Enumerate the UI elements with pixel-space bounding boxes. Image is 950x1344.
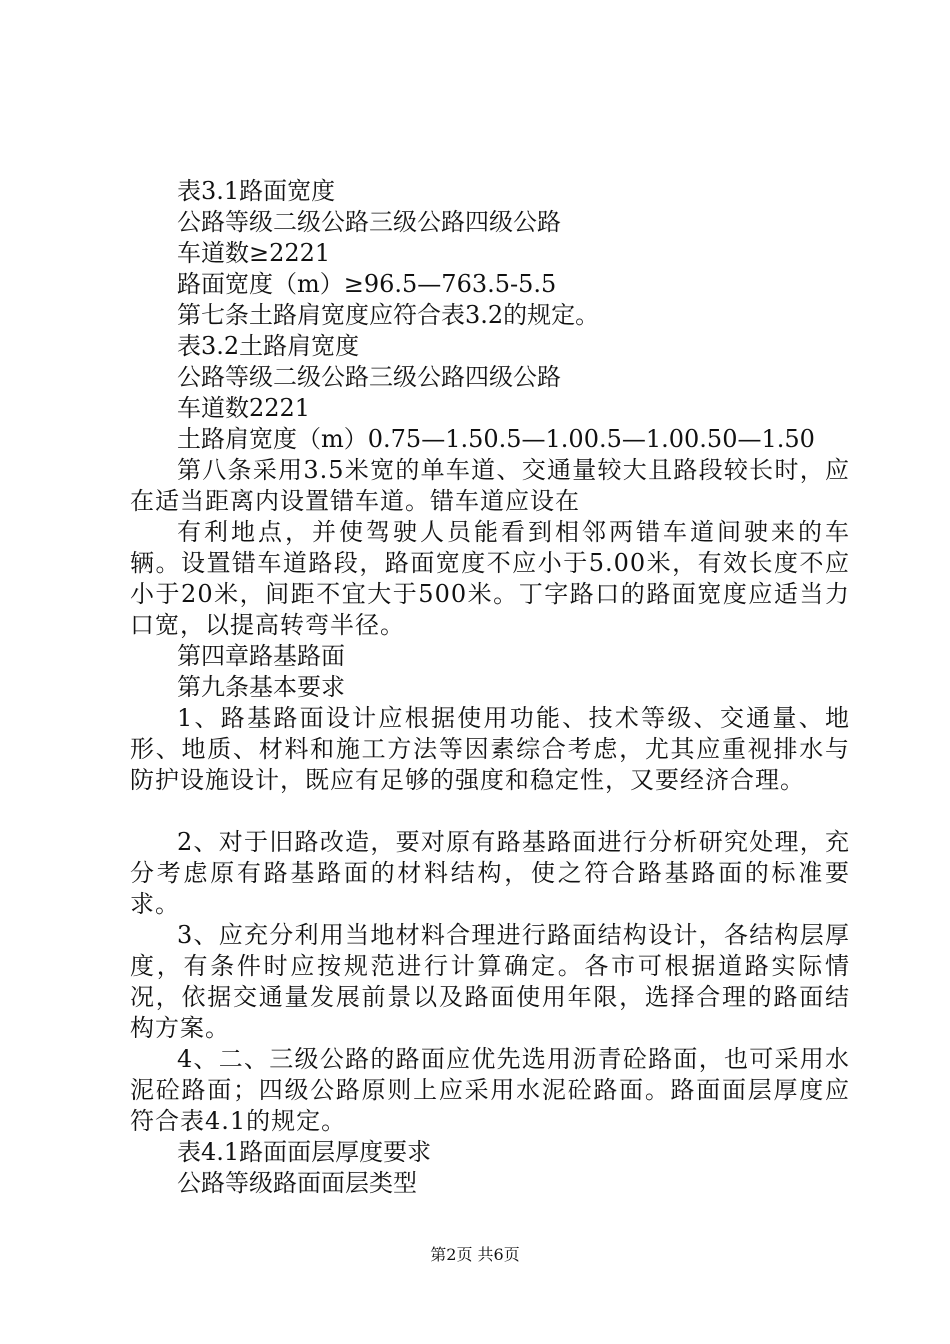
document-body: [130, 176, 850, 1199]
article-9-heading: 第九条基本要求: [177, 673, 345, 701]
page-number-footer: 第2页 共6页: [430, 1245, 520, 1264]
table-4-1-title: 表4.1路面面层厚度要求: [177, 1138, 432, 1166]
table-3-2-lanes-row: 车道数2221: [177, 394, 311, 422]
table-3-2-shoulder-row: 土路肩宽度（m）0.75—1.50.5—1.00.5—1.00.50—1.50: [177, 425, 815, 453]
item-1-paragraph: 1、路基路面设计应根据使用功能、技术等级、交通量、地形、地质、材料和施工方法等因素综合考虑，尤其应重视排水与防护设施设计，既应有足够的强度和稳定性，又要经济合理。: [130, 704, 850, 794]
article-8-paragraph: 第八条采用3.5米宽的单车道、交通量较大且路段较长时，应在适当距离内设置错车道。错车道应设在: [130, 456, 850, 515]
table-4-1-header-row: 公路等级路面面层类型: [177, 1169, 417, 1197]
chapter-4-heading: 第四章路基路面: [177, 642, 345, 670]
table-3-1-lanes-row: 车道数≥2221: [177, 239, 331, 267]
item-3-paragraph: 3、应充分利用当地材料合理进行路面结构设计，各结构层厚度，有条件时应按规范进行计算确定。各市可根据道路实际情况，依据交通量发展前景以及路面使用年限，选择合理的路面结构方案。: [130, 921, 850, 1042]
table-3-1-header-row: 公路等级二级公路三级公路四级公路: [177, 208, 561, 236]
table-3-1-width-row: 路面宽度（m）≥96.5—763.5-5.5: [177, 270, 557, 298]
article-8-continuation: 有利地点，并使驾驶人员能看到相邻两错车道间驶来的车辆。设置错车道路段，路面宽度不应小于5.00米，有效长度不应小于20米，间距不宜大于500米。丁字路口的路面宽度应适当力口宽，以提高转弯半径。: [130, 518, 850, 639]
table-3-1-title: 表3.1路面宽度: [177, 177, 336, 205]
article-7: 第七条土路肩宽度应符合表3.2的规定。: [177, 301, 600, 329]
item-4-paragraph: 4、二、三级公路的路面应优先选用沥青砼路面，也可采用水泥砼路面；四级公路原则上应采用水泥砼路面。路面面层厚度应符合表4.1的规定。: [130, 1045, 850, 1135]
blank-gap: [130, 796, 850, 827]
item-2-paragraph: 2、对于旧路改造，要对原有路基路面进行分析研究处理，充分考虑原有路基路面的材料结构，使之符合路基路面的标准要求。: [130, 828, 850, 918]
table-3-2-title: 表3.2土路肩宽度: [177, 332, 360, 360]
table-3-2-header-row: 公路等级二级公路三级公路四级公路: [177, 363, 561, 391]
